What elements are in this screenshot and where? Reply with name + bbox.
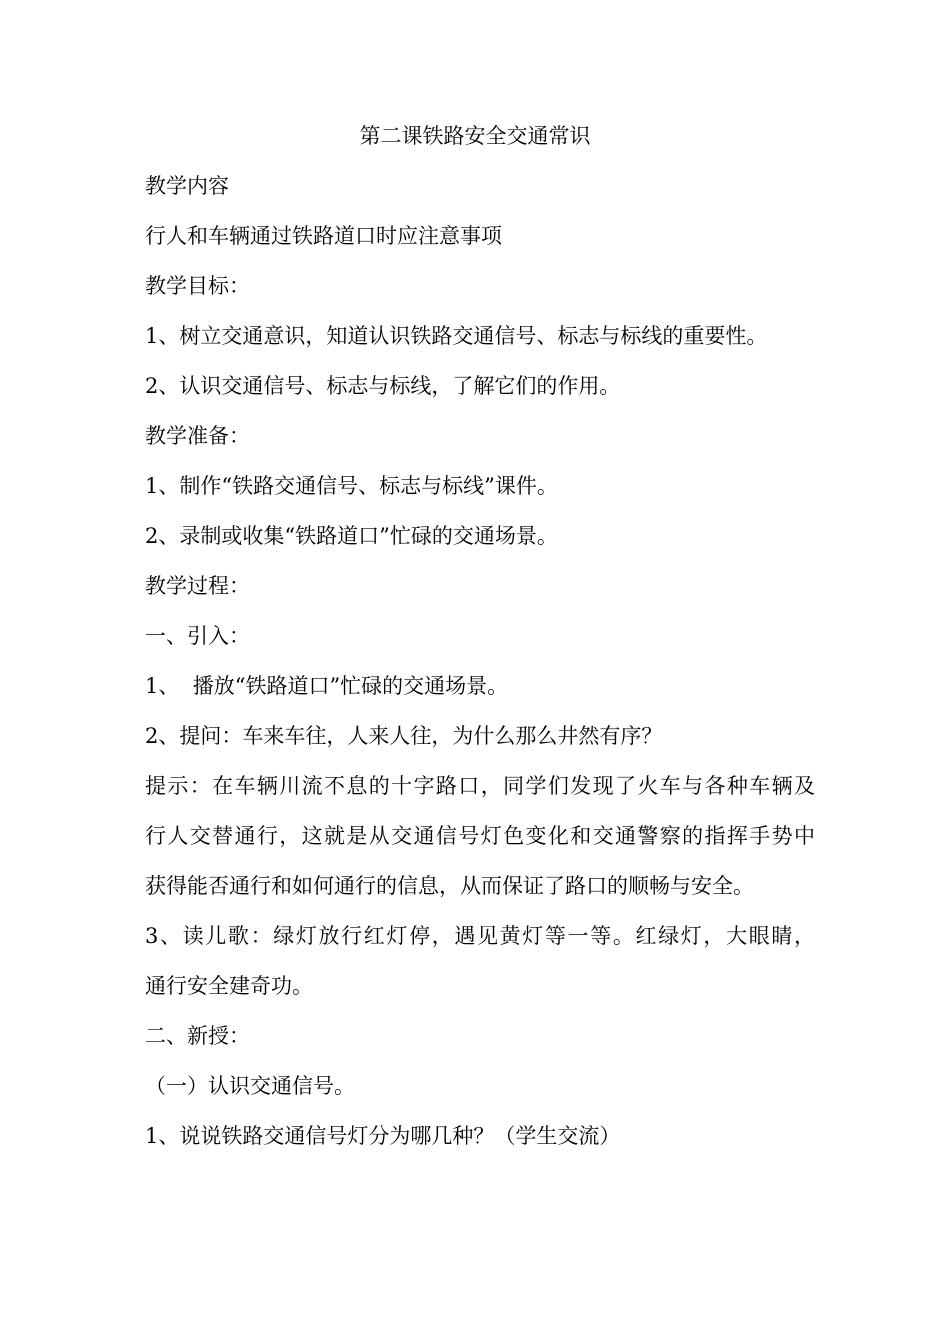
text-line-subject: 行人和车辆通过铁路道口时应注意事项 bbox=[145, 224, 502, 248]
text-line-rhyme-2: 通行安全建奇功。 bbox=[145, 974, 313, 998]
text-line-preparation-heading: 教学准备： bbox=[145, 424, 250, 448]
text-line-process-heading: 教学过程： bbox=[145, 574, 250, 598]
text-line-preparation-1: 1、制作“铁路交通信号、标志与标线”课件。 bbox=[145, 474, 558, 498]
page-title: 第二课铁路安全交通常识 bbox=[359, 124, 591, 148]
text-line-section-signals: （一）认识交通信号。 bbox=[145, 1074, 355, 1098]
text-line-hint-1: 提示：在车辆川流不息的十字路口，同学们发现了火车与各种车辆及 bbox=[145, 774, 815, 798]
text-line-rhyme-1: 3、读儿歌：绿灯放行红灯停，遇见黄灯等一等。红绿灯，大眼睛， bbox=[145, 924, 815, 948]
text-line-preparation-2: 2、录制或收集“铁路道口”忙碌的交通场景。 bbox=[145, 524, 558, 548]
text-line-hint-2: 行人交替通行，这就是从交通信号灯色变化和交通警察的指挥手势中 bbox=[145, 824, 815, 848]
text-line-objective-1: 1、树立交通意识，知道认识铁路交通信号、标志与标线的重要性。 bbox=[145, 324, 768, 348]
text-line-objective-2: 2、认识交通信号、标志与标线，了解它们的作用。 bbox=[145, 374, 621, 398]
text-line-signals-question: 1、说说铁路交通信号灯分为哪几种？（学生交流） bbox=[145, 1124, 621, 1148]
text-line-hint-3: 获得能否通行和如何通行的信息，从而保证了路口的顺畅与安全。 bbox=[145, 874, 754, 898]
text-line-introduction-heading: 一、引入： bbox=[145, 624, 250, 648]
text-line-intro-step-2: 2、提问：车来车往，人来人往，为什么那么井然有序？ bbox=[145, 724, 663, 748]
text-line-intro-step-1: 1、 播放“铁路道口”忙碌的交通场景。 bbox=[145, 674, 509, 698]
text-line-new-lesson-heading: 二、新授： bbox=[145, 1024, 250, 1048]
text-line-objectives-heading: 教学目标： bbox=[145, 274, 250, 298]
text-line-teaching-content: 教学内容 bbox=[145, 174, 229, 198]
